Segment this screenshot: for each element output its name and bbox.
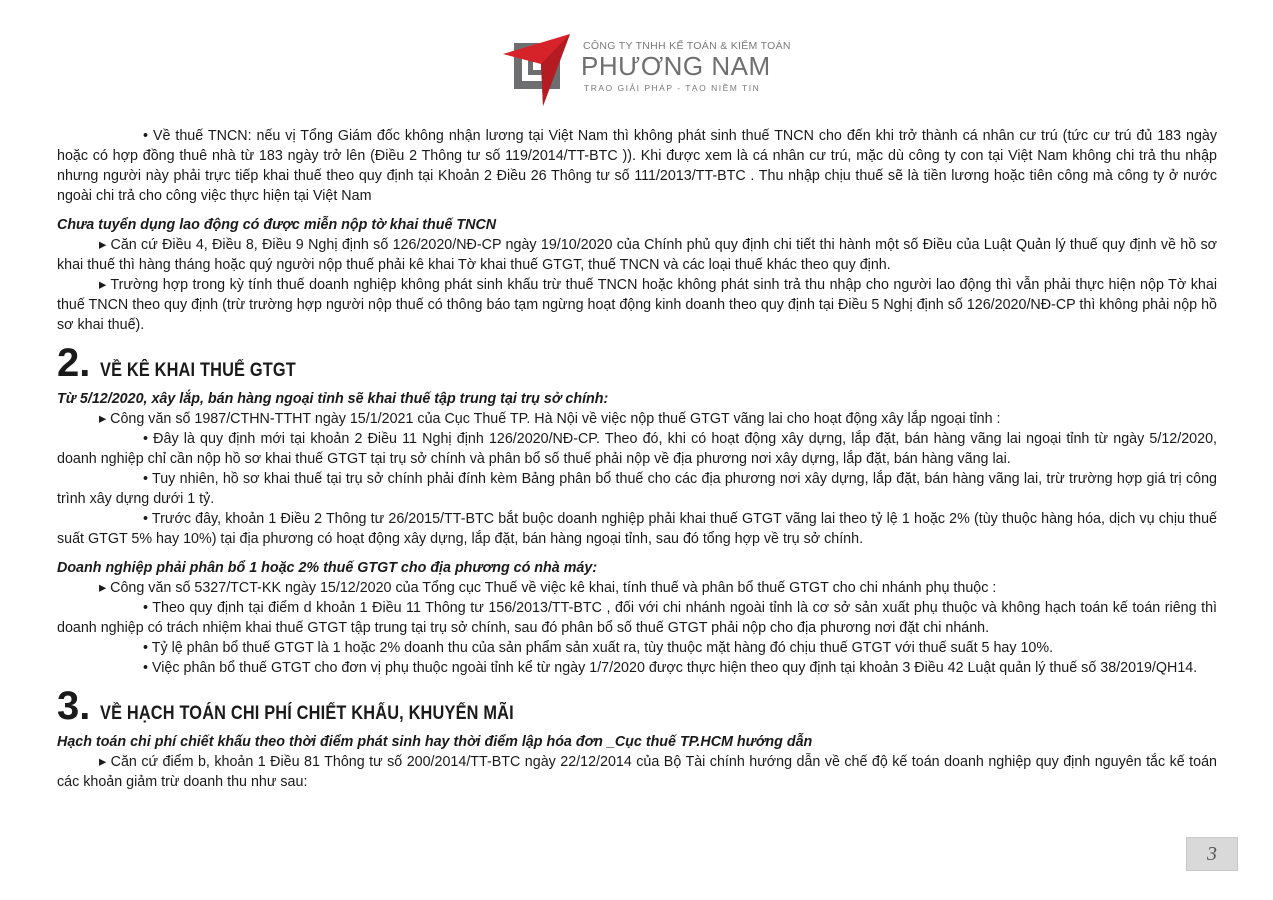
paragraph: • Tỷ lệ phân bổ thuế GTGT là 1 hoặc 2% doanh thu của sản phẩm sản xuất ra, tùy thuộc mặt hàng đó chịu thuế GTGT với thuế suất 5 hay 10%. [143, 640, 1054, 656]
page-number: 3 [1207, 842, 1217, 865]
subheading: Chưa tuyển dụng lao động có được miễn nộp tờ khai thuế TNCN [57, 217, 497, 233]
paragraph: • Trước đây, khoản 1 Điều 2 Thông tư 26/2015/TT-BTC bắt buộc doanh nghiệp phải khai thuế GTGT vãng lai theo tỷ lệ 1 hoặc 2% (tùy thuộc hàng hóa, dịch vụ chịu thuế suất GTGT 5% hay 10%) tại địa phương có hoạt động xây dựng, lắp đặt, bán hàng ngoại tỉnh, sau đó tổng hợp về trụ sở chính. [57, 511, 1217, 547]
paragraph: ▸ Căn cứ Điều 4, Điều 8, Điều 9 Nghị định số 126/2020/NĐ-CP ngày 19/10/2020 của Chính phủ quy định chi tiết thi hành một số Điều của Luật Quản lý thuế quy định về hồ sơ khai thuế thì hàng tháng hoặc quý người nộp thuế phải kê khai Tờ khai thuế GTGT, thuế TNCN và các loại thuế khác theo quy định. [57, 237, 1217, 273]
company-name: PHƯƠNG NAM [581, 51, 771, 81]
section-number: 2. [57, 341, 91, 385]
paragraph: ▸ Công văn số 5327/TCT-KK ngày 15/12/2020 của Tổng cục Thuế về việc kê khai, tính thuế và phân bổ thuế GTGT cho chi nhánh phụ thuộc : [99, 580, 997, 596]
subheading: Hạch toán chi phí chiết khấu theo thời điểm phát sinh hay thời điểm lập hóa đơn _Cục thuế TP.HCM hướng dẫn [57, 734, 813, 750]
paragraph: ▸ Căn cứ điểm b, khoản 1 Điều 81 Thông tư số 200/2014/TT-BTC ngày 22/12/2014 của Bộ Tài chính hướng dẫn về chế độ kế toán doanh nghiệp quy định nguyên tắc kế toán các khoản giảm trừ doanh thu như sau: [57, 754, 1217, 790]
subheading: Từ 5/12/2020, xây lắp, bán hàng ngoại tỉnh sẽ khai thuế tập trung tại trụ sở chính: [57, 391, 609, 407]
phuong-nam-logo-icon [503, 34, 575, 108]
paragraph: • Đây là quy định mới tại khoản 2 Điều 11 Nghị định 126/2020/NĐ-CP. Theo đó, khi có hoạt động xây dựng, lắp đặt, bán hàng vãng lai ngoại tỉnh từ ngày 5/12/2020, doanh nghiệp chỉ cần nộp hồ sơ khai thuế GTGT tại trụ sở chính và phân bổ số thuế phải nộp về địa phương nơi xây dựng, lắp đặt, bán hàng vãng lai. [57, 431, 1217, 467]
section-number: 3. [57, 684, 91, 728]
paragraph: • Tuy nhiên, hồ sơ khai thuế tại trụ sở chính phải đính kèm Bảng phân bổ thuế cho các địa phương nơi xây dựng, lắp đặt, bán hàng vãng lai, trừ trường hợp giá trị công trình xây dựng dưới 1 tỷ. [57, 471, 1217, 507]
section-heading-2 [57, 341, 1217, 385]
company-header [503, 34, 793, 110]
company-name-small: CÔNG TY TNHH KẾ TOÁN & KIỂM TOÁN [583, 40, 791, 52]
company-slogan: TRAO GIẢI PHÁP - TẠO NIỀM TIN [584, 83, 761, 93]
paragraph: ▸ Trường hợp trong kỳ tính thuế doanh nghiệp không phát sinh khấu trừ thuế TNCN hoặc không phát sinh trả thu nhập cho người lao động thì vẫn phải thực hiện nộp Tờ khai thuế TNCN theo quy định (trừ trường hợp người nộp thuế có thông báo tạm ngừng hoạt động kinh doanh theo quy định tại Điều 5 Nghị định số 126/2020/NĐ-CP thì không phải nộp hồ sơ khai thuế). [57, 277, 1217, 333]
document-body [57, 126, 1217, 792]
section-title: VỀ KÊ KHAI THUẾ GTGT [100, 360, 297, 381]
paragraph: • Về thuế TNCN: nếu vị Tổng Giám đốc không nhận lương tại Việt Nam thì không phát sinh thuế TNCN cho đến khi trở thành cá nhân cư trú (tức cư trú đủ 183 ngày hoặc có hợp đồng thuê nhà từ 183 ngày trở lên (Điều 2 Thông tư số 119/2014/TT-BTC )). Khi được xem là cá nhân cư trú, mặc dù công ty con tại Việt Nam không chi trả thu nhập nhưng người này phải trực tiếp khai thuế theo quy định tại Khoản 2 Điều 26 Thông tư số 111/2013/TT-BTC . Thu nhập chịu thuế sẽ là tiền lương hoặc tiên công mà công ty ở nước ngoài chi trả cho công việc thực hiện tại Việt Nam [57, 128, 1217, 204]
page-number-box [1186, 837, 1238, 871]
paragraph: • Theo quy định tại điểm d khoản 1 Điều 11 Thông tư 156/2013/TT-BTC , đối với chi nhánh ngoài tỉnh là cơ sở sản xuất phụ thuộc và không hạch toán kế toán riêng thì doanh nghiệp có trách nhiệm khai thuế GTGT tập trung tại trụ sở chính, sau đó phân bổ số thuế GTGT phải nộp cho địa phương nơi đặt chi nhánh. [57, 600, 1217, 636]
subheading: Doanh nghiệp phải phân bổ 1 hoặc 2% thuế GTGT cho địa phương có nhà máy: [57, 560, 598, 576]
section-heading-3 [57, 684, 1217, 728]
paragraph: • Việc phân bổ thuế GTGT cho đơn vị phụ thuộc ngoài tỉnh kể từ ngày 1/7/2020 được thực hiện theo quy định tại khoản 3 Điều 42 Luật quản lý thuế số 38/2019/QH14. [143, 660, 1198, 676]
section-title: VỀ HẠCH TOÁN CHI PHÍ CHIẾT KHẤU, KHUYẾN MÃI [100, 703, 515, 724]
paragraph: ▸ Công văn số 1987/CTHN-TTHT ngày 15/1/2021 của Cục Thuế TP. Hà Nội về việc nộp thuế GTGT vãng lai cho hoạt động xây lắp ngoại tỉnh : [99, 411, 1001, 427]
